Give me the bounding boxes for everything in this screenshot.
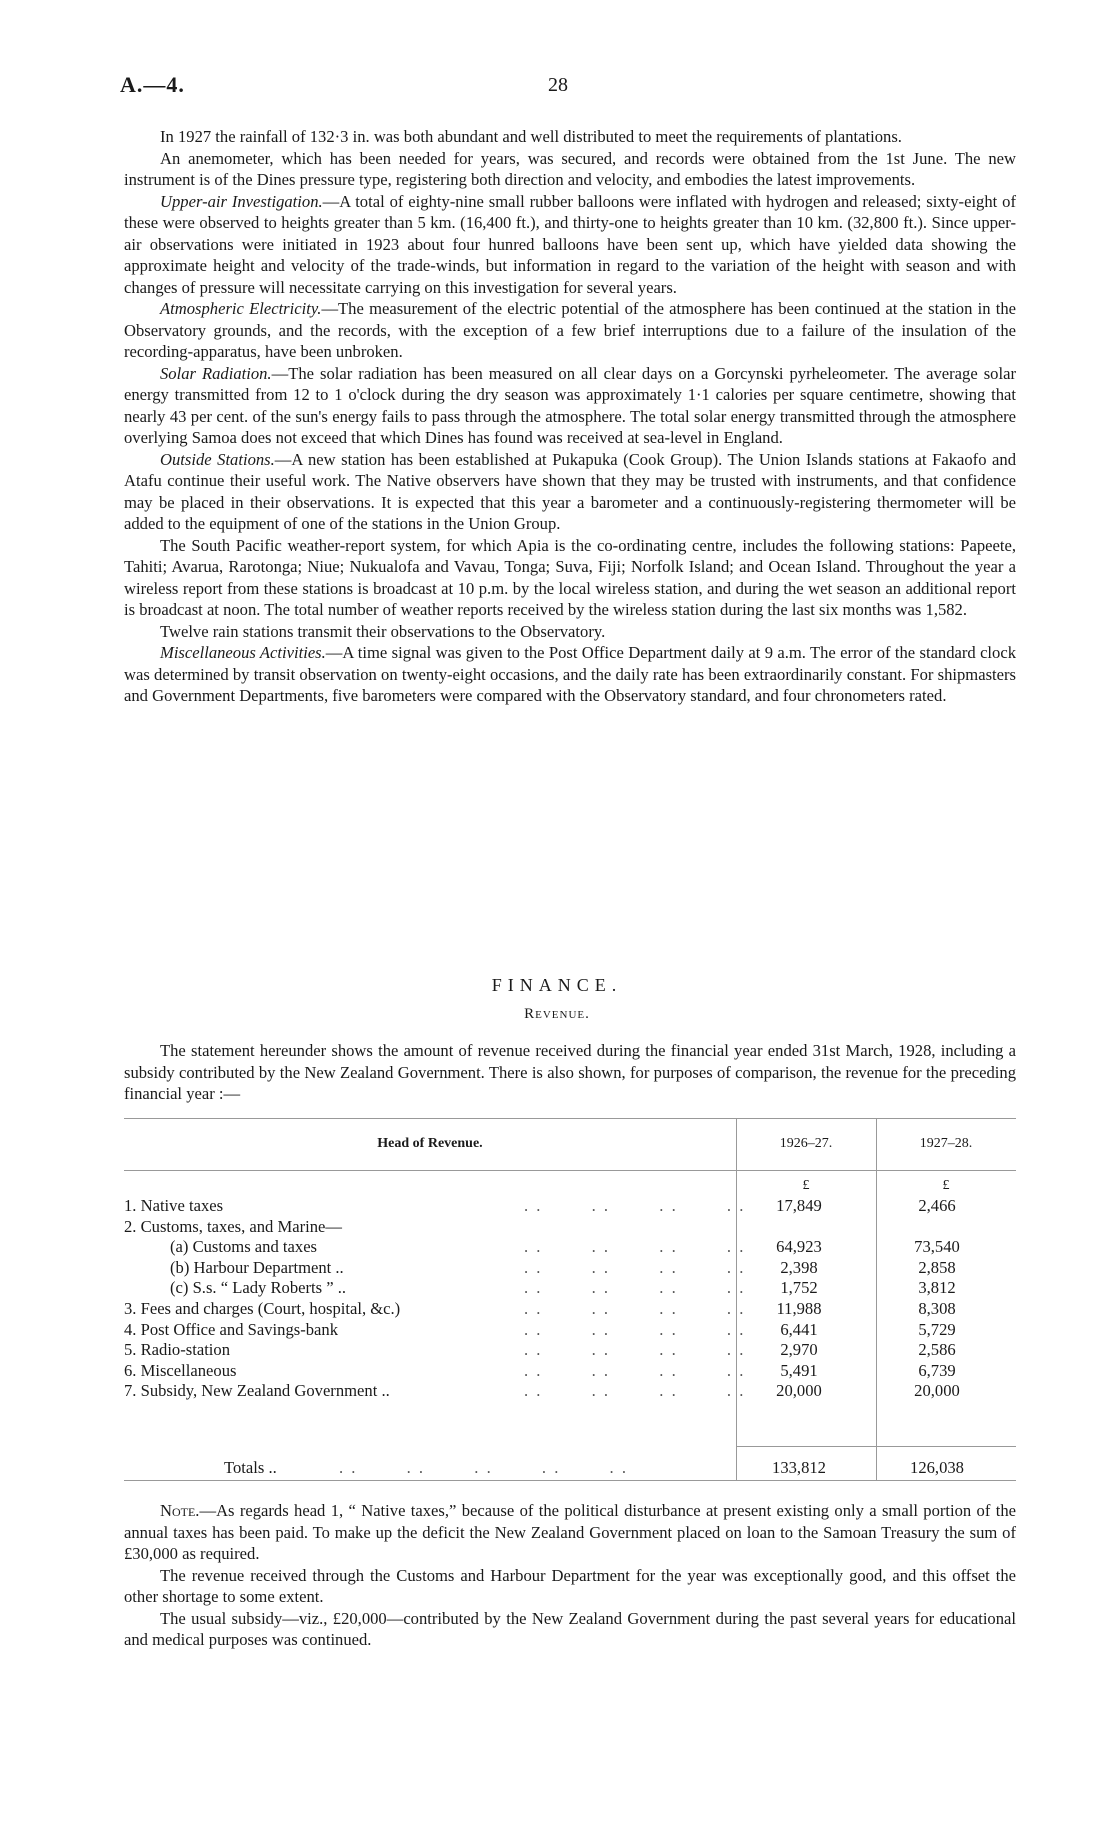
value-1927-28: 20,000 — [914, 1381, 960, 1401]
revenue-notes — [124, 1500, 1016, 1651]
row-label: 3. Fees and charges (Court, hospital, &c.) — [124, 1299, 401, 1318]
value-1926-27: 6,441 — [780, 1319, 818, 1339]
row-label: (b) Harbour Department .. — [170, 1257, 344, 1277]
leader-dots: . . . . . . . . — [524, 1360, 746, 1380]
table-row — [124, 1237, 1016, 1258]
leader-dots: . . . . . . . . — [524, 1299, 746, 1318]
currency-unit: £ — [802, 1178, 810, 1193]
row-label: (c) S.s. “ Lady Roberts ” .. — [170, 1278, 347, 1298]
table-row — [124, 1196, 1016, 1217]
revenue-intro-paragraph: The statement hereunder shows the amount of revenue received during the financial year ended 31st March, 1928, including a subsidy contributed by the New Zealand Government. There is also shown, for purposes of comparison, the revenue for the preceding financial year :— — [124, 1041, 1016, 1103]
revenue-table — [124, 1118, 1016, 1480]
leader-dots: . . . . . . . . — [524, 1257, 746, 1277]
table-top-rule — [124, 1118, 1016, 1119]
document-reference: A.—4. — [120, 72, 185, 97]
revenue-intro — [124, 1040, 1016, 1105]
currency-unit: £ — [942, 1178, 950, 1193]
leader-dots: . . . . . . . . — [524, 1319, 746, 1339]
leader-dots: . . . . . . . . — [524, 1381, 746, 1401]
value-1927-28: 3,812 — [918, 1278, 956, 1298]
paragraph-outside-stations: Outside Stations.—A new station has been established at Pukapuka (Cook Group). The Union Islands stations at Fakaofo and Atafu continue their useful work. The Native observers have shown that they may be trusted with instruments, and that confidence may be placed in their observations. It is expected that this year a barometer and a continuously-registering thermometer will be added to the equipment of one of the stations in the Union Group. — [124, 449, 1016, 533]
table-row — [124, 1381, 1016, 1402]
totals-1926-27: 133,812 — [772, 1458, 826, 1477]
note-customs: The revenue received through the Customs and Harbour Department for the year was exceptionally good, and this offset the other shortage to some extent. — [124, 1565, 1016, 1606]
table-row — [124, 1340, 1016, 1361]
leader-dots: . . . . . . . . — [524, 1196, 746, 1215]
row-label: 2. Customs, taxes, and Marine— — [124, 1216, 342, 1236]
section-title-finance: FINANCE. — [491, 975, 623, 995]
paragraph-solar-radiation: Solar Radiation.—The solar radiation has been measured on all clear days on a Gorcynski pyrheleometer. The average solar energy transmitted from 12 to 1 o'clock during the dry season was approximately 1·1 calories per square centimetre, showing that nearly 43 per cent. of the sun's energy fails to pass through the atmosphere. The total solar energy transmitted through the atmosphere overlying Samoa does not exceed that which Dines has found was received at sea-level in England. — [124, 363, 1016, 447]
paragraph-heading: Miscellaneous Activities. — [160, 643, 326, 662]
value-1927-28: 2,466 — [918, 1196, 956, 1215]
paragraph-rainfall: In 1927 the rainfall of 132·3 in. was both abundant and well distributed to meet the requirements of plantations. — [160, 127, 902, 146]
table-row — [124, 1217, 1016, 1238]
value-1927-28: 5,729 — [918, 1319, 956, 1339]
leader-dots: . . . . . . . . — [524, 1340, 746, 1360]
row-label: 7. Subsidy, New Zealand Government .. — [124, 1381, 390, 1401]
paragraph-heading: Atmospheric Electricity. — [160, 299, 322, 318]
value-1926-27: 64,923 — [776, 1237, 822, 1257]
leader-dots: . . . . . . . . . . — [339, 1458, 628, 1477]
leader-dots: . . . . . . . . — [524, 1237, 746, 1257]
note-label: Note. — [160, 1501, 200, 1520]
value-1926-27: 17,849 — [776, 1196, 822, 1215]
value-1926-27: 11,988 — [776, 1299, 822, 1318]
value-1927-28: 6,739 — [918, 1360, 956, 1380]
value-1926-27: 2,398 — [780, 1257, 818, 1277]
table-header-1926-27: 1926–27. — [779, 1136, 833, 1151]
totals-label: Totals .. — [224, 1458, 277, 1477]
value-1926-27: 2,970 — [780, 1340, 818, 1360]
paragraph-weather-report-system: The South Pacific weather-report system, for which Apia is the co-ordinating centre, includes the following stations: Papeete, Tahiti; Avarua, Rarotonga; Niue; Nukualofa and Vavau, Tonga; Suva, Fiji; Norfolk Island; and Ocean Island. Throughout the year a wireless report from these stations is broadcast at 10 p.m. by the local wireless station, and during the wet season an additional report is broadcast at noon. The total number of weather reports received by the wireless station during the last six months was 1,582. — [124, 535, 1016, 619]
note-native-taxes: Note.—As regards head 1, “ Native taxes,” because of the political disturbance at present existing only a small portion of the annual taxes has been paid. To make up the deficit the New Zealand Government placed on loan to the Samoan Treasury the sum of £30,000 as required. — [124, 1501, 1016, 1563]
table-bottom-rule — [124, 1480, 1016, 1481]
row-label: 6. Miscellaneous — [124, 1360, 237, 1380]
leader-dots: . . . . . . . . — [524, 1278, 746, 1298]
paragraph-heading: Upper-air Investigation. — [160, 191, 323, 211]
paragraph-rain-stations: Twelve rain stations transmit their observations to the Observatory. — [160, 621, 606, 641]
observatory-report-body — [124, 126, 1016, 707]
totals-1927-28: 126,038 — [910, 1458, 964, 1477]
table-row — [124, 1258, 1016, 1279]
page-number: 28 — [548, 74, 568, 96]
table-row-totals — [124, 1458, 1016, 1479]
table-header-rule — [124, 1170, 1016, 1171]
paragraph-anemometer: An anemometer, which has been needed for years, was secured, and records were obtained from the 1st June. The new instrument is of the Dines pressure type, registering both direction and velocity, and embodies the latest improvements. — [124, 148, 1016, 189]
paragraph-atmospheric-electricity: Atmospheric Electricity.—The measurement of the electric potential of the atmosphere has been continued at the station in the Observatory grounds, and the records, with the exception of a few brief interruptions due to a failure of the insulation of the recording-apparatus, have been unbroken. — [124, 299, 1016, 361]
row-label: 5. Radio-station — [124, 1340, 231, 1360]
paragraph-heading: Outside Stations. — [160, 449, 275, 469]
table-row — [124, 1278, 1016, 1299]
table-row — [124, 1320, 1016, 1341]
value-1926-27: 20,000 — [776, 1381, 822, 1401]
table-header-head-of-revenue: Head of Revenue. — [377, 1136, 483, 1151]
row-label: 1. Native taxes — [124, 1196, 224, 1215]
value-1926-27: 5,491 — [780, 1360, 818, 1380]
table-row — [124, 1299, 1016, 1320]
paragraph-heading: Solar Radiation. — [160, 363, 272, 383]
paragraph-miscellaneous-activities: Miscellaneous Activities.—A time signal was given to the Post Office Department daily at 9 a.m. The error of the standard clock was determined by transit observation on twenty-eight occasions, and the daily rate has been extraordinarily constant. For shipmasters and Government Departments, five barometers were compared with the Observatory standard, and four chronometers rated. — [124, 643, 1016, 705]
value-1927-28: 2,586 — [918, 1340, 956, 1360]
value-1927-28: 8,308 — [918, 1299, 956, 1318]
note-subsidy: The usual subsidy—viz., £20,000—contributed by the New Zealand Government during the past several years for educational and medical purposes was continued. — [124, 1608, 1016, 1649]
section-subtitle-revenue: Revenue. — [524, 1006, 590, 1022]
paragraph-upper-air: Upper-air Investigation.—A total of eighty-nine small rubber balloons were inflated with hydrogen and released; sixty-eight of these were observed to heights greater than 5 km. (16,400 ft.), and thirty-one to heights greater than 10 km. (32,800 ft.). Since upper-air observations were initiated in 1923 about four hunred balloons have been sent up, which have yielded data showing the approximate height and velocity of the trade-winds, but information in regard to the variation of the height with season and with changes of pressure will necessitate carrying on this investigation for several years. — [124, 191, 1016, 297]
value-1927-28: 2,858 — [918, 1257, 956, 1277]
row-label: 4. Post Office and Savings-bank — [124, 1319, 339, 1339]
table-header-1927-28: 1927–28. — [919, 1136, 973, 1151]
table-row — [124, 1361, 1016, 1382]
value-1927-28: 73,540 — [914, 1237, 960, 1257]
value-1926-27: 1,752 — [780, 1278, 818, 1298]
row-label: (a) Customs and taxes — [170, 1237, 318, 1257]
